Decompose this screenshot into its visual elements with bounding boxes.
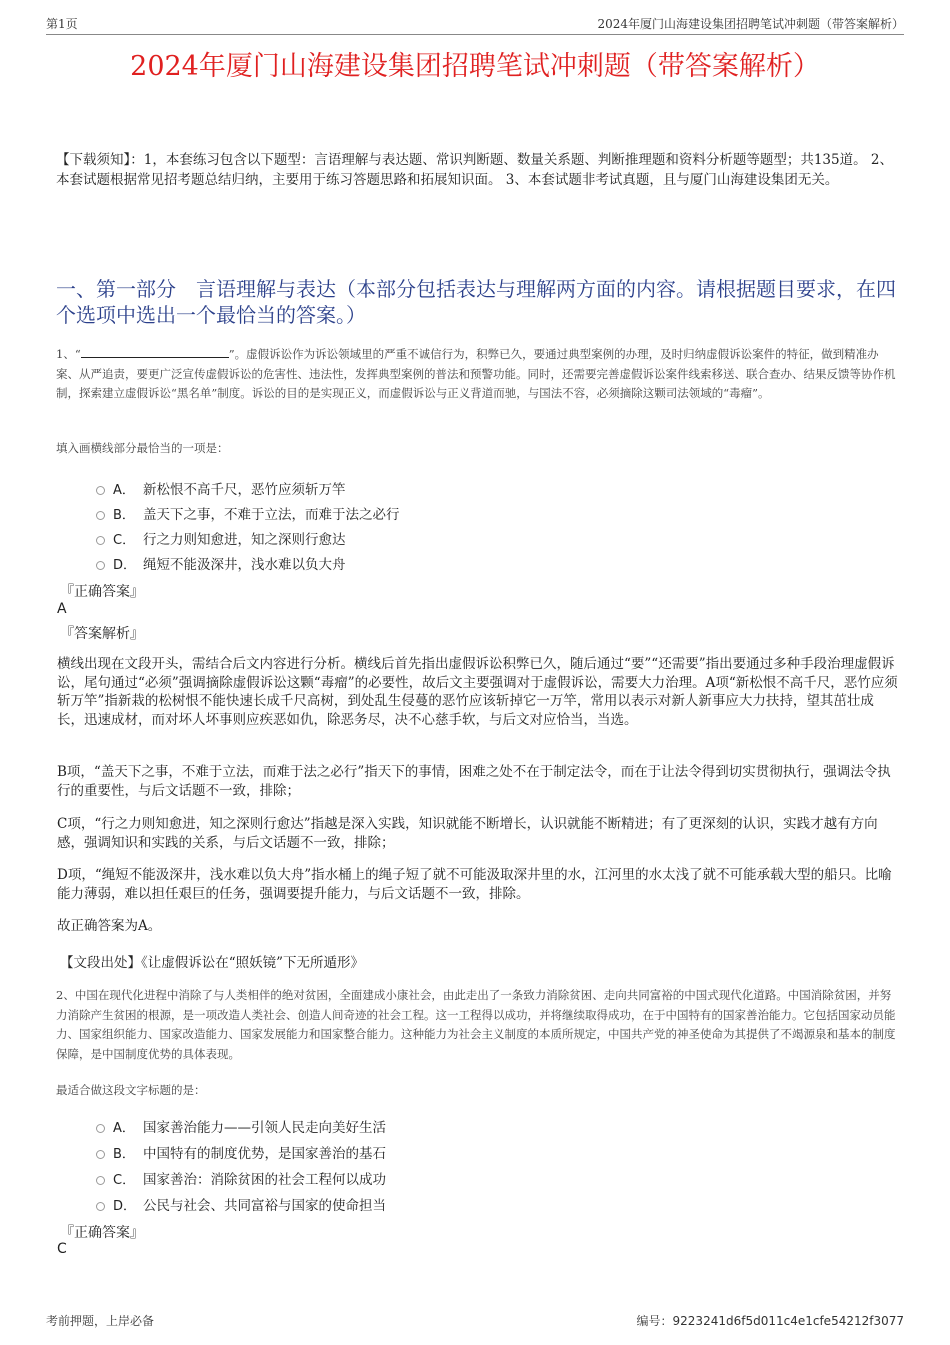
header-doc-title: 2024年厦门山海建设集团招聘笔试冲刺题（带答案解析）	[597, 17, 904, 31]
radio-icon[interactable]	[96, 561, 105, 570]
radio-icon[interactable]	[96, 1150, 105, 1159]
answer-value: C	[57, 1241, 67, 1257]
analysis-paragraph: 横线出现在文段开头，需结合后文内容进行分析。横线后首先指出虚假诉讼积弊已久，随后通过“要”“还需要”指出要通过多种手段治理虚假诉讼，尾句通过“必须”强调摘除虚假诉讼这颗“毒瘤”的必要性，故后文主要强调对于虚假诉讼，需要大力治理。A项“新松恨不高千尺，恶竹应须斩万竿”指新栽的松树恨不能快速长成千尺高树，到处乱生侵蔓的恶竹应该斩掉它一万竿，常用以表示对新人新事应大力扶持，望其茁壮成长，迅速成材，而对坏人坏事则应疾恶如仇，除恶务尽，决不心慈手软，与后文对应恰当，当选。	[57, 656, 898, 728]
question-1-text: 1、“ ”。虚假诉讼作为诉讼领域里的严重不诚信行为，积弊已久，要通过典型案例的办理，及时归纳虚假诉讼案件的特征，做到精准办案、从严追责，要更广泛宣传虚假诉讼的危害性、违法性，发挥典型案例的普法和预警功能。同时，还需要完善虚假诉讼案件线索移送、联合查办、结果反馈等协作机制，探索建立虚假诉讼“黑名单”制度。诉讼的目的是实现正义，而虚假诉讼与正义背道而驰，与国法不容，必须摘除这颗司法领域的“毒瘤”。	[56, 347, 896, 400]
page-header	[46, 12, 904, 35]
question-1-prompt: 填入画横线部分最恰当的一项是：	[56, 441, 229, 455]
q2-option-d[interactable]: D． 公民与社会、共同富裕与国家的使命担当	[96, 1194, 386, 1214]
radio-icon[interactable]	[96, 1176, 105, 1185]
q1-option-a[interactable]: A． 新松恨不高千尺，恶竹应须斩万竿	[96, 478, 346, 498]
analysis-conclusion: 故正确答案为A。	[57, 918, 162, 934]
section-heading: 一、第一部分 言语理解与表达（本部分包括表达与理解两方面的内容。请根据题目要求，在四个选项中选出一个最恰当的答案。）	[56, 277, 896, 327]
download-notice: 【下载须知】：1，本套练习包含以下题型：言语理解与表达题、常识判断题、数量关系题、判断推理题和资料分析题等题型；共135道。 2、本套试题根据常见招考题总结归纳，主要用于练习答题思路和拓展知识面。 3、本套试题非考试真题，且与厦门山海建设集团无关。	[56, 152, 893, 188]
q2-option-b[interactable]: B． 中国特有的制度优势，是国家善治的基石	[96, 1142, 386, 1162]
page-title: 2024年厦门山海建设集团招聘笔试冲刺题（带答案解析）	[130, 51, 820, 82]
analysis-tag: 『答案解析』	[60, 626, 144, 642]
answer-tag: 『正确答案』	[60, 1225, 144, 1241]
question-2-text: 2、中国在现代化进程中消除了与人类相伴的绝对贫困，全面建成小康社会，由此走出了一条致力消除贫困、走向共同富裕的中国式现代化道路。中国消除贫困，并努力消除产生贫困的根源，是一项改造人类社会、创造人间奇迹的社会工程。这一工程得以成功，并将继续取得成功，在于中国特有的国家善治能力。它包括国家动员能力、国家组织能力、国家改造能力、国家发展能力和国家整合能力。这种能力为社会主义制度的本质所规定，中国共产党的神圣使命为其提供了不竭源泉和基本的制度保障，是中国制度优势的具体表现。	[56, 988, 896, 1061]
footer-slogan: 考前押题，上岸必备	[46, 1314, 155, 1328]
fill-blank	[81, 345, 229, 358]
radio-icon[interactable]	[96, 1202, 105, 1211]
answer-value: A	[57, 601, 67, 617]
q1-option-d[interactable]: D． 绳短不能汲深井，浅水难以负大舟	[96, 553, 346, 573]
question-2-prompt: 最适合做这段文字标题的是：	[56, 1083, 206, 1097]
page-number: 第1页	[46, 17, 78, 31]
q1-option-b[interactable]: B． 盖天下之事，不难于立法，而难于法之必行	[96, 503, 400, 523]
radio-icon[interactable]	[96, 1124, 105, 1133]
answer-tag: 『正确答案』	[60, 584, 144, 600]
radio-icon[interactable]	[96, 536, 105, 545]
analysis-paragraph: C项，“行之力则知愈进，知之深则行愈达”指越是深入实践，知识就能不断增长，认识就能不断精进；有了更深刻的认识，实践才越有方向感，强调知识和实践的关系，与后文话题不一致，排除；	[57, 816, 878, 851]
document-code: 编号：9223241d6f5d011c4e1cfe54212f3077	[636, 1314, 904, 1328]
analysis-paragraph: B项，“盖天下之事，不难于立法，而难于法之必行”指天下的事情，困难之处不在于制定法令，而在于让法令得到切实贯彻执行，强调法令执行的重要性，与后文话题不一致，排除；	[57, 764, 891, 799]
q1-option-c[interactable]: C． 行之力则知愈进，知之深则行愈达	[96, 528, 346, 548]
radio-icon[interactable]	[96, 511, 105, 520]
q2-option-a[interactable]: A． 国家善治能力——引领人民走向美好生活	[96, 1116, 386, 1136]
passage-source: 【文段出处】《让虚假诉讼在“照妖镜”下无所遁形》	[60, 955, 365, 971]
q2-option-c[interactable]: C． 国家善治：消除贫困的社会工程何以成功	[96, 1168, 386, 1188]
analysis-paragraph: D项，“绳短不能汲深井，浅水难以负大舟”指水桶上的绳子短了就不可能汲取深井里的水，江河里的水太浅了就不可能承载大型的船只。比喻能力薄弱，难以担任艰巨的任务，强调要提升能力，与后文话题不一致，排除。	[57, 867, 892, 902]
radio-icon[interactable]	[96, 486, 105, 495]
